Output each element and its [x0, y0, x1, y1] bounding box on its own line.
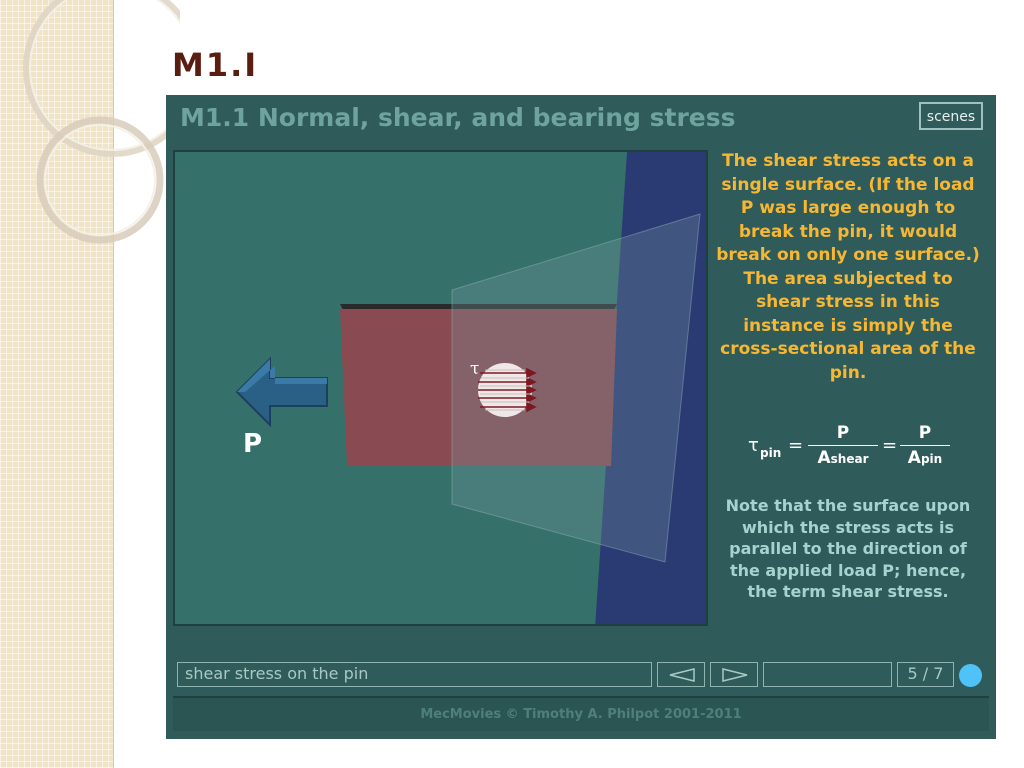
formula-denominator: Apin	[907, 448, 943, 468]
scene-counter: 5 / 7	[897, 662, 954, 687]
control-bar	[166, 654, 996, 694]
tau-symbol: τ	[470, 359, 480, 379]
scenes-button[interactable]: scenes	[919, 102, 983, 130]
triangle-right-icon	[721, 667, 749, 683]
slide-title: M1.I	[172, 46, 259, 84]
decorative-rings	[0, 0, 180, 260]
formula-tau-subscript: pin	[760, 446, 782, 460]
shear-stress-formula	[744, 423, 954, 475]
previous-button[interactable]	[657, 662, 705, 687]
formula-fraction-shear	[808, 423, 878, 468]
mecmovies-player	[166, 95, 996, 739]
player-title: M1.1 Normal, shear, and bearing stress	[180, 103, 736, 132]
formula-numerator: P	[808, 423, 878, 446]
formula-numerator: P	[900, 423, 950, 446]
triangle-left-icon	[668, 667, 696, 683]
load-arrow	[234, 359, 327, 425]
scene-progress-field	[763, 662, 892, 687]
scene-caption: shear stress on the pin	[177, 662, 652, 687]
formula-equals-1: =	[788, 435, 804, 456]
formula-fraction-pin	[900, 423, 950, 468]
formula-tau: τ	[748, 435, 759, 456]
next-button[interactable]	[710, 662, 758, 687]
formula-denominator: Ashear	[817, 448, 869, 468]
narration-text: The shear stress acts on a single surface. (If the load P was large enough to break the pin, it would break on only one surface.) The area subjected to shear stress in this instance is simply the cross-sectional area of the pin.	[716, 151, 980, 383]
formula-equals-2: =	[882, 435, 898, 456]
load-label: P	[243, 429, 263, 459]
animation-scene	[175, 152, 708, 626]
animation-viewport	[173, 150, 708, 626]
note-text: Note that the surface upon which the stress acts is parallel to the direction of the applied load P; hence, the term shear stress.	[725, 496, 971, 601]
status-indicator[interactable]	[959, 664, 982, 687]
copyright-footer: MecMovies © Timothy A. Philpot 2001-2011	[173, 696, 989, 731]
